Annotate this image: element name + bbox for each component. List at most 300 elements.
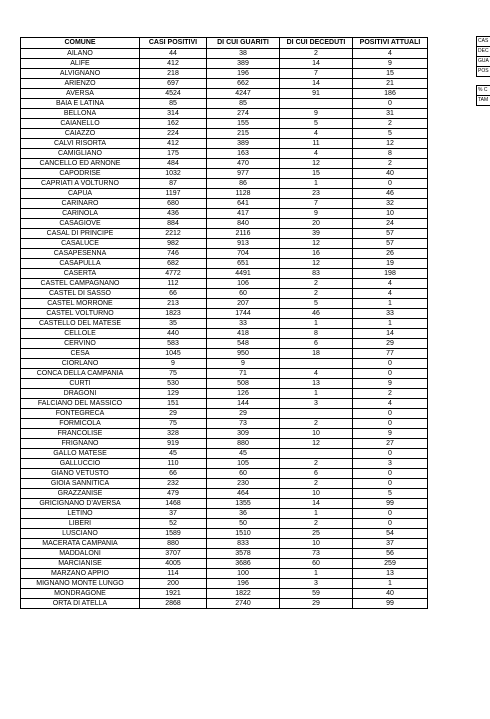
cell-comune: MARCIANISE <box>21 559 140 569</box>
cell-deceduti <box>280 359 353 369</box>
table-row <box>21 429 428 439</box>
table-row <box>21 259 428 269</box>
cell-guariti: 3686 <box>207 559 280 569</box>
cell-deceduti: 91 <box>280 89 353 99</box>
cell-guariti: 1128 <box>207 189 280 199</box>
cell-deceduti: 59 <box>280 589 353 599</box>
cell-comune: GIANO VETUSTO <box>21 469 140 479</box>
table-row <box>21 159 428 169</box>
cell-casi-positivi: 175 <box>140 149 207 159</box>
table-row <box>21 499 428 509</box>
cell-guariti: 196 <box>207 69 280 79</box>
table-row <box>21 569 428 579</box>
cell-deceduti: 16 <box>280 249 353 259</box>
cell-casi-positivi: 66 <box>140 289 207 299</box>
cell-casi-positivi: 884 <box>140 219 207 229</box>
cell-positivi-attuali: 31 <box>353 109 428 119</box>
cell-casi-positivi: 4772 <box>140 269 207 279</box>
cell-casi-positivi: 52 <box>140 519 207 529</box>
cell-guariti: 1510 <box>207 529 280 539</box>
cell-guariti: 29 <box>207 409 280 419</box>
side-label: POS <box>476 66 490 77</box>
cell-guariti: 196 <box>207 579 280 589</box>
cell-deceduti: 4 <box>280 149 353 159</box>
cell-comune: ALIFE <box>21 59 140 69</box>
cell-comune: AVERSA <box>21 89 140 99</box>
cell-casi-positivi: 9 <box>140 359 207 369</box>
cell-deceduti: 8 <box>280 329 353 339</box>
cell-casi-positivi: 75 <box>140 419 207 429</box>
cell-positivi-attuali: 40 <box>353 169 428 179</box>
cell-comune: MONDRAGONE <box>21 589 140 599</box>
table-row <box>21 409 428 419</box>
cell-comune: CASTEL MORRONE <box>21 299 140 309</box>
table-row <box>21 269 428 279</box>
cell-guariti: 106 <box>207 279 280 289</box>
table-row <box>21 189 428 199</box>
table-row <box>21 509 428 519</box>
cell-positivi-attuali: 2 <box>353 119 428 129</box>
cell-comune: CANCELLO ED ARNONE <box>21 159 140 169</box>
cell-positivi-attuali: 56 <box>353 549 428 559</box>
header-deceduti: DI CUI DECEDUTI <box>280 38 353 49</box>
cell-deceduti: 1 <box>280 389 353 399</box>
cell-guariti: 45 <box>207 449 280 459</box>
cell-comune: CASTEL CAMPAGNANO <box>21 279 140 289</box>
cell-positivi-attuali: 4 <box>353 279 428 289</box>
cell-casi-positivi: 2868 <box>140 599 207 609</box>
cell-comune: LIBERI <box>21 519 140 529</box>
table-row <box>21 479 428 489</box>
cell-positivi-attuali: 57 <box>353 239 428 249</box>
cell-guariti: 950 <box>207 349 280 359</box>
table-row <box>21 69 428 79</box>
cell-comune: CERVINO <box>21 339 140 349</box>
cell-positivi-attuali: 57 <box>353 229 428 239</box>
cell-comune: CURTI <box>21 379 140 389</box>
cell-deceduti: 18 <box>280 349 353 359</box>
cell-positivi-attuali: 0 <box>353 449 428 459</box>
cell-deceduti <box>280 409 353 419</box>
cell-positivi-attuali: 32 <box>353 199 428 209</box>
cell-deceduti: 15 <box>280 169 353 179</box>
table-row <box>21 529 428 539</box>
cell-comune: CAPUA <box>21 189 140 199</box>
cell-comune: CESA <box>21 349 140 359</box>
cell-comune: BELLONA <box>21 109 140 119</box>
table-row <box>21 379 428 389</box>
cell-comune: CAIAZZO <box>21 129 140 139</box>
cell-positivi-attuali: 1 <box>353 299 428 309</box>
cell-comune: GALLUCCIO <box>21 459 140 469</box>
cell-deceduti: 7 <box>280 199 353 209</box>
cell-guariti: 309 <box>207 429 280 439</box>
cell-deceduti: 5 <box>280 119 353 129</box>
cell-deceduti: 83 <box>280 269 353 279</box>
cell-deceduti: 4 <box>280 369 353 379</box>
table-row <box>21 239 428 249</box>
side-label: % C <box>476 85 490 96</box>
side-label: GUA <box>476 56 490 67</box>
table-row <box>21 59 428 69</box>
cell-comune: FONTEGRECA <box>21 409 140 419</box>
cell-deceduti: 11 <box>280 139 353 149</box>
cell-positivi-attuali: 5 <box>353 489 428 499</box>
cell-casi-positivi: 114 <box>140 569 207 579</box>
cell-deceduti: 1 <box>280 319 353 329</box>
cell-comune: CARINARO <box>21 199 140 209</box>
cell-guariti: 2740 <box>207 599 280 609</box>
table-row <box>21 389 428 399</box>
cell-guariti: 155 <box>207 119 280 129</box>
header-guariti: DI CUI GUARITI <box>207 38 280 49</box>
cell-casi-positivi: 412 <box>140 59 207 69</box>
cell-casi-positivi: 919 <box>140 439 207 449</box>
cell-casi-positivi: 682 <box>140 259 207 269</box>
cell-positivi-attuali: 12 <box>353 139 428 149</box>
cell-comune: GRAZZANISE <box>21 489 140 499</box>
cell-comune: CASTEL DI SASSO <box>21 289 140 299</box>
cell-casi-positivi: 1921 <box>140 589 207 599</box>
header-row <box>21 38 428 49</box>
cell-comune: CAPRIATI A VOLTURNO <box>21 179 140 189</box>
cell-guariti: 508 <box>207 379 280 389</box>
cell-comune: CASTELLO DEL MATESE <box>21 319 140 329</box>
cell-casi-positivi: 583 <box>140 339 207 349</box>
cell-comune: MIGNANO MONTE LUNGO <box>21 579 140 589</box>
cell-casi-positivi: 2212 <box>140 229 207 239</box>
cell-casi-positivi: 436 <box>140 209 207 219</box>
cell-comune: CAIANELLO <box>21 119 140 129</box>
cell-casi-positivi: 1032 <box>140 169 207 179</box>
cell-deceduti: 39 <box>280 229 353 239</box>
cell-deceduti: 3 <box>280 399 353 409</box>
cell-guariti: 207 <box>207 299 280 309</box>
cell-positivi-attuali: 40 <box>353 589 428 599</box>
cell-positivi-attuali: 0 <box>353 359 428 369</box>
table-row <box>21 469 428 479</box>
cell-positivi-attuali: 9 <box>353 379 428 389</box>
cell-comune: CALVI RISORTA <box>21 139 140 149</box>
cell-guariti: 36 <box>207 509 280 519</box>
cell-comune: CELLOLE <box>21 329 140 339</box>
cell-positivi-attuali: 15 <box>353 69 428 79</box>
side-summary-column <box>476 37 490 106</box>
cell-casi-positivi: 4524 <box>140 89 207 99</box>
cell-positivi-attuali: 29 <box>353 339 428 349</box>
header-comune: COMUNE <box>21 38 140 49</box>
cell-positivi-attuali: 5 <box>353 129 428 139</box>
table-row <box>21 419 428 429</box>
table-row <box>21 229 428 239</box>
cell-guariti: 2116 <box>207 229 280 239</box>
cell-guariti: 464 <box>207 489 280 499</box>
cell-guariti: 33 <box>207 319 280 329</box>
cell-guariti: 100 <box>207 569 280 579</box>
table-row <box>21 339 428 349</box>
cell-positivi-attuali: 1 <box>353 319 428 329</box>
cell-positivi-attuali: 10 <box>353 209 428 219</box>
cell-casi-positivi: 880 <box>140 539 207 549</box>
cell-positivi-attuali: 4 <box>353 399 428 409</box>
cell-guariti: 704 <box>207 249 280 259</box>
cell-guariti: 880 <box>207 439 280 449</box>
cell-guariti: 50 <box>207 519 280 529</box>
cell-comune: GRICIGNANO D'AVERSA <box>21 499 140 509</box>
table-row <box>21 139 428 149</box>
cell-comune: CASERTA <box>21 269 140 279</box>
cell-positivi-attuali: 0 <box>353 469 428 479</box>
cell-deceduti: 14 <box>280 499 353 509</box>
cell-comune: FALCIANO DEL MASSICO <box>21 399 140 409</box>
cell-casi-positivi: 129 <box>140 389 207 399</box>
cell-deceduti: 2 <box>280 519 353 529</box>
cell-guariti: 71 <box>207 369 280 379</box>
table-row <box>21 49 428 59</box>
cell-casi-positivi: 112 <box>140 279 207 289</box>
cell-casi-positivi: 110 <box>140 459 207 469</box>
cell-comune: GALLO MATESE <box>21 449 140 459</box>
cell-positivi-attuali: 21 <box>353 79 428 89</box>
cell-comune: CASTEL VOLTURNO <box>21 309 140 319</box>
cell-deceduti: 9 <box>280 209 353 219</box>
cell-positivi-attuali: 14 <box>353 329 428 339</box>
cell-guariti: 833 <box>207 539 280 549</box>
table-row <box>21 549 428 559</box>
cell-guariti: 1355 <box>207 499 280 509</box>
cell-deceduti: 73 <box>280 549 353 559</box>
cell-positivi-attuali: 0 <box>353 179 428 189</box>
side-label: TAM <box>476 95 490 106</box>
cell-positivi-attuali: 99 <box>353 599 428 609</box>
cell-casi-positivi: 45 <box>140 449 207 459</box>
table-row <box>21 279 428 289</box>
cell-deceduti: 46 <box>280 309 353 319</box>
cell-comune: LETINO <box>21 509 140 519</box>
cell-casi-positivi: 232 <box>140 479 207 489</box>
cell-casi-positivi: 530 <box>140 379 207 389</box>
cell-comune: AILANO <box>21 49 140 59</box>
table-row <box>21 199 428 209</box>
cell-deceduti: 12 <box>280 239 353 249</box>
cell-positivi-attuali: 0 <box>353 99 428 109</box>
cell-guariti: 662 <box>207 79 280 89</box>
cell-casi-positivi: 479 <box>140 489 207 499</box>
cell-guariti: 417 <box>207 209 280 219</box>
cell-deceduti: 2 <box>280 459 353 469</box>
cell-guariti: 85 <box>207 99 280 109</box>
table-row <box>21 349 428 359</box>
cell-comune: CAMIGLIANO <box>21 149 140 159</box>
cell-guariti: 4247 <box>207 89 280 99</box>
cell-casi-positivi: 162 <box>140 119 207 129</box>
table-row <box>21 169 428 179</box>
cell-comune: CARINOLA <box>21 209 140 219</box>
cell-comune: BAIA E LATINA <box>21 99 140 109</box>
cell-guariti: 548 <box>207 339 280 349</box>
cell-casi-positivi: 680 <box>140 199 207 209</box>
cell-casi-positivi: 328 <box>140 429 207 439</box>
cell-casi-positivi: 982 <box>140 239 207 249</box>
table-row <box>21 489 428 499</box>
cell-guariti: 230 <box>207 479 280 489</box>
cell-positivi-attuali: 1 <box>353 579 428 589</box>
cell-positivi-attuali: 9 <box>353 59 428 69</box>
cell-comune: DRAGONI <box>21 389 140 399</box>
table-row <box>21 179 428 189</box>
header-casi-positivi: CASI POSITIVI <box>140 38 207 49</box>
cell-guariti: 913 <box>207 239 280 249</box>
cell-positivi-attuali: 186 <box>353 89 428 99</box>
cell-comune: FRIGNANO <box>21 439 140 449</box>
table-row <box>21 249 428 259</box>
table-row <box>21 79 428 89</box>
cell-guariti: 977 <box>207 169 280 179</box>
cell-positivi-attuali: 4 <box>353 289 428 299</box>
cell-comune: LUSCIANO <box>21 529 140 539</box>
table-row <box>21 369 428 379</box>
cell-deceduti: 5 <box>280 299 353 309</box>
cell-deceduti: 1 <box>280 509 353 519</box>
table-row <box>21 99 428 109</box>
table-row <box>21 449 428 459</box>
cell-guariti: 389 <box>207 139 280 149</box>
table-row <box>21 209 428 219</box>
cell-positivi-attuali: 46 <box>353 189 428 199</box>
table-row <box>21 329 428 339</box>
cell-deceduti: 2 <box>280 49 353 59</box>
table-row <box>21 439 428 449</box>
cell-casi-positivi: 87 <box>140 179 207 189</box>
table-row <box>21 599 428 609</box>
cell-guariti: 641 <box>207 199 280 209</box>
cell-positivi-attuali: 198 <box>353 269 428 279</box>
cell-guariti: 126 <box>207 389 280 399</box>
cell-comune: CAPODRISE <box>21 169 140 179</box>
cell-guariti: 389 <box>207 59 280 69</box>
cell-guariti: 651 <box>207 259 280 269</box>
cell-positivi-attuali: 37 <box>353 539 428 549</box>
cell-positivi-attuali: 3 <box>353 459 428 469</box>
cell-deceduti: 10 <box>280 429 353 439</box>
cell-deceduti: 2 <box>280 419 353 429</box>
side-label: CAS <box>476 36 490 47</box>
side-label: DEC <box>476 46 490 57</box>
cell-guariti: 1822 <box>207 589 280 599</box>
cell-comune: FRANCOLISE <box>21 429 140 439</box>
cell-deceduti: 12 <box>280 259 353 269</box>
cell-comune: ALVIGNANO <box>21 69 140 79</box>
cell-casi-positivi: 746 <box>140 249 207 259</box>
cell-deceduti: 4 <box>280 129 353 139</box>
table-row <box>21 219 428 229</box>
cell-deceduti: 14 <box>280 59 353 69</box>
cell-deceduti: 29 <box>280 599 353 609</box>
cell-casi-positivi: 697 <box>140 79 207 89</box>
table-row <box>21 89 428 99</box>
cell-positivi-attuali: 2 <box>353 159 428 169</box>
cell-guariti: 38 <box>207 49 280 59</box>
cell-comune: ORTA DI ATELLA <box>21 599 140 609</box>
cell-casi-positivi: 1823 <box>140 309 207 319</box>
cell-deceduti <box>280 449 353 459</box>
cell-deceduti: 12 <box>280 159 353 169</box>
cell-positivi-attuali: 4 <box>353 49 428 59</box>
cell-deceduti: 2 <box>280 279 353 289</box>
cell-guariti: 840 <box>207 219 280 229</box>
cell-positivi-attuali: 259 <box>353 559 428 569</box>
cell-comune: MARZANO APPIO <box>21 569 140 579</box>
cell-deceduti: 10 <box>280 539 353 549</box>
cell-casi-positivi: 44 <box>140 49 207 59</box>
cell-positivi-attuali: 33 <box>353 309 428 319</box>
cell-casi-positivi: 1045 <box>140 349 207 359</box>
cell-casi-positivi: 75 <box>140 369 207 379</box>
table-row <box>21 299 428 309</box>
covid-cases-table <box>20 37 428 609</box>
cell-positivi-attuali: 0 <box>353 509 428 519</box>
cell-positivi-attuali: 0 <box>353 519 428 529</box>
cell-positivi-attuali: 8 <box>353 149 428 159</box>
table-row <box>21 459 428 469</box>
cell-comune: MADDALONI <box>21 549 140 559</box>
cell-casi-positivi: 1589 <box>140 529 207 539</box>
table-row <box>21 589 428 599</box>
cell-comune: GIOIA SANNITICA <box>21 479 140 489</box>
cell-positivi-attuali: 27 <box>353 439 428 449</box>
cell-comune: CASAGIOVE <box>21 219 140 229</box>
cell-casi-positivi: 314 <box>140 109 207 119</box>
cell-positivi-attuali: 2 <box>353 389 428 399</box>
covid-table-sheet <box>20 37 428 609</box>
cell-comune: MACERATA CAMPANIA <box>21 539 140 549</box>
cell-guariti: 1744 <box>207 309 280 319</box>
cell-guariti: 60 <box>207 469 280 479</box>
cell-casi-positivi: 218 <box>140 69 207 79</box>
cell-casi-positivi: 37 <box>140 509 207 519</box>
cell-comune: ARIENZO <box>21 79 140 89</box>
table-row <box>21 519 428 529</box>
cell-casi-positivi: 1197 <box>140 189 207 199</box>
cell-casi-positivi: 1468 <box>140 499 207 509</box>
cell-deceduti: 60 <box>280 559 353 569</box>
cell-deceduti: 10 <box>280 489 353 499</box>
cell-guariti: 3578 <box>207 549 280 559</box>
cell-guariti: 144 <box>207 399 280 409</box>
cell-casi-positivi: 29 <box>140 409 207 419</box>
cell-casi-positivi: 85 <box>140 99 207 109</box>
cell-comune: CASALUCE <box>21 239 140 249</box>
cell-deceduti: 1 <box>280 569 353 579</box>
cell-positivi-attuali: 26 <box>353 249 428 259</box>
table-row <box>21 129 428 139</box>
cell-guariti: 163 <box>207 149 280 159</box>
cell-guariti: 215 <box>207 129 280 139</box>
cell-guariti: 470 <box>207 159 280 169</box>
cell-guariti: 86 <box>207 179 280 189</box>
cell-deceduti: 2 <box>280 289 353 299</box>
cell-casi-positivi: 213 <box>140 299 207 309</box>
cell-deceduti: 1 <box>280 179 353 189</box>
cell-deceduti: 13 <box>280 379 353 389</box>
cell-guariti: 274 <box>207 109 280 119</box>
cell-casi-positivi: 151 <box>140 399 207 409</box>
table-row <box>21 109 428 119</box>
cell-casi-positivi: 4005 <box>140 559 207 569</box>
cell-positivi-attuali: 99 <box>353 499 428 509</box>
cell-casi-positivi: 484 <box>140 159 207 169</box>
cell-comune: FORMICOLA <box>21 419 140 429</box>
